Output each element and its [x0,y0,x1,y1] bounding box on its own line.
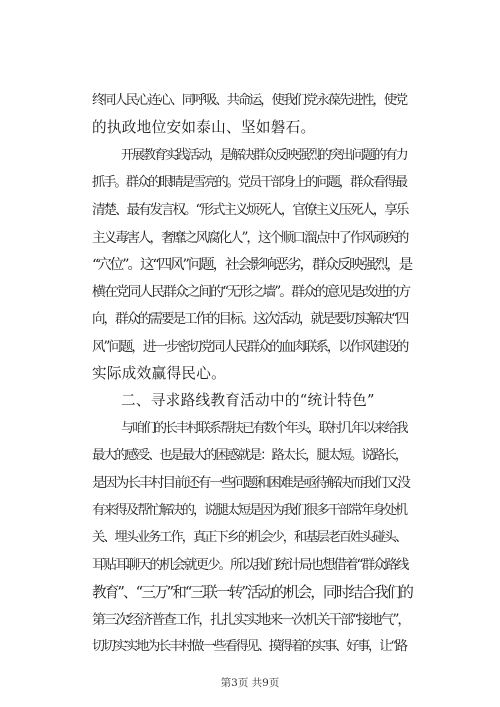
paragraph-first-line: 与咱们的长丰村联系帮扶已有数个年头，联村几年以来给我 [121,421,407,436]
section-heading: 二、寻求路线教育活动中的“统计特色” [121,392,375,409]
text-line: 横在党同人民群众之间的“无形之墙”。群众的意见是改进的方 [92,284,410,300]
text-line: “穴位”。这“四风”问题，社会影响恶劣，群众反映强烈，是 [92,257,412,273]
text-line: 清楚、最有发言权。“形式主义烦死人，官僚主义压死人，享乐 [92,202,408,218]
text-line: 风”问题，进一步密切党同人民群众的血肉联系，以作风建设的 [92,339,408,355]
page-number-footer: 第3页 共9页 [220,677,280,689]
text-line: 的执政地位安如泰山、坚如磐石。 [92,119,316,136]
text-line: 主义毒害人，奢靡之风腐化人”，这个顺口溜点中了作风顽疾的 [92,230,408,246]
text-line: 切切实实地为长丰村做一些看得见、摸得着的实事、好事，让“路 [92,639,406,654]
text-line: 关、埋头业务工作，真正下乡的机会少，和基层老百姓头碰头、 [92,530,407,545]
text-line: 是因为长丰村目前还有一些问题和困难是亟待解决而我们又没 [92,475,409,491]
text-line: 第三次经济普查工作，扎扎实实地来一次机关干部“接地气”， [92,612,410,628]
text-line: 最大的感受、也是最大的困惑就是：路太长，腿太短。说路长， [92,448,407,463]
text-line: 耳贴耳聊天的机会就更少。所以我们统计局也想借着“群众路线 [92,557,408,573]
text-line: 有来得及帮忙解决的，说腿太短是因为我们很多干部常年身处机 [92,503,407,518]
paragraph-first-line: 开展教育实践活动，是解决群众反映强烈的突出问题的有力 [121,148,407,163]
text-line: 向，群众的需要是工作的目标。这次活动，就是要切实解决“四 [92,311,408,327]
text-line: 教育”、“三万”和“三联一转”活动的机会，同时结合我们的 [92,584,412,601]
text-line: 实际成效赢得民心。 [92,365,227,382]
text-line: 抓手。群众的眼睛是雪亮的。党员干部身上的问题，群众看得最 [92,175,407,190]
text-line: 终同人民心连心、同呼吸、共命运，使我们党永葆先进性，使党 [92,93,407,108]
